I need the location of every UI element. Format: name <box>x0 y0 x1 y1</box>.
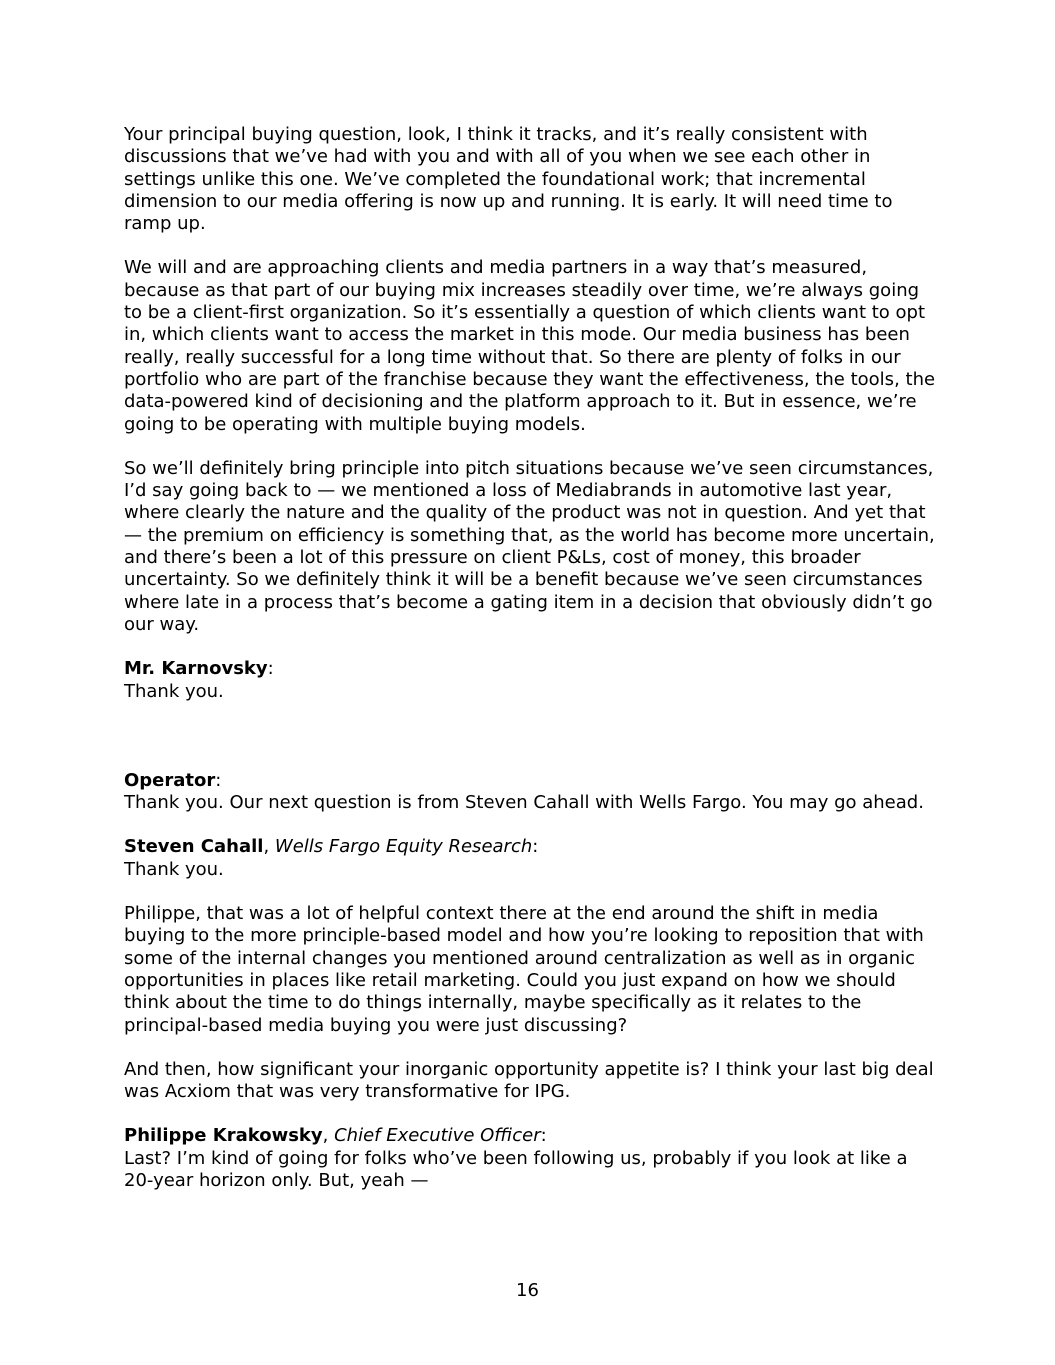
paragraph: Your principal buying question, look, I think it tracks, and it’s really consistent with discussions that we’ve had with you and with all of you when we see each other in settings unlike this one. We’ve completed the foundational work; that incremental dimension to our media offering is now up and running. It is early. It will need time to ramp up. <box>124 124 893 235</box>
paragraph: So we’ll definitely bring principle into pitch situations because we’ve seen circumstances, I’d say going back to — we mentioned a loss of Mediabrands in automotive last year, where clearly the nature and the quality of the product was not in question. And yet that — the premium on efficiency is something that, as the world has become more uncertain, and there’s been a lot of this pressure on client P&Ls, cost of money, this broader uncertainty. So we definitely think it will be a benefit because we’ve seen circumstances where late in a process that’s become a gating item in a decision that obviously didn’t go our way. <box>124 457 935 635</box>
speaker-line: Operator: <box>124 769 222 791</box>
paragraph: Philippe, that was a lot of helpful context there at the end around the shift in media buying to the more principle-based model and how you’re looking to reposition that with some of the internal changes you mentioned around centralization as well as in organic opportunities in places like retail marketing. Could you just expand on how we should think about the time to do things internally, maybe specifically as it relates to the principal-based media buying you were just discussing? <box>124 903 924 1036</box>
speaker-line: Philippe Krakowsky, Chief Executive Officer: <box>124 1125 547 1147</box>
paragraph: And then, how significant your inorganic opportunity appetite is? I think your last big deal was Acxiom that was very transformative for IPG. <box>124 1058 934 1103</box>
speaker-name: Steven Cahall <box>124 836 264 858</box>
speaker-text: Last? I’m kind of going for folks who’ve been following us, probably if you look at like a 20-year horizon only. But, yeah — <box>124 1147 908 1191</box>
speaker-text: Thank you. Our next question is from Steven Cahall with Wells Fargo. You may go ahead. <box>124 792 924 814</box>
speaker-block-karnovsky <box>124 658 939 703</box>
speaker-name: Operator <box>124 769 216 791</box>
speaker-name: Mr. Karnovsky <box>124 658 268 680</box>
speaker-block-krakowsky <box>124 1125 939 1192</box>
page-number: 16 <box>516 1280 539 1301</box>
speaker-line: Steven Cahall, Wells Fargo Equity Research: <box>124 836 539 858</box>
speaker-title: Wells Fargo Equity Research <box>274 836 533 858</box>
speaker-line: Mr. Karnovsky: <box>124 658 274 680</box>
speaker-title: Chief Executive Officer <box>334 1125 541 1147</box>
paragraph: We will and are approaching clients and media partners in a way that’s measured, because as that part of our buying mix increases steadily over time, we’re always going to be a client-first organization. So it’s essentially a question of which clients want to opt in, which clients want to access the market in this mode. Our media business has been really, really successful for a long time without that. So there are plenty of folks in our portfolio who are part of the franchise because they want the effectiveness, the tools, the data-powered kind of decisioning and the platform approach to it. But in essence, we’re going to be operating with multiple buying models. <box>124 257 936 435</box>
speaker-block-cahall <box>124 836 939 881</box>
speaker-block-operator <box>124 770 939 815</box>
transcript-body <box>124 124 939 1214</box>
speaker-text: Thank you. <box>124 858 224 880</box>
speaker-name: Philippe Krakowsky <box>124 1125 323 1147</box>
speaker-text: Thank you. <box>124 680 224 702</box>
